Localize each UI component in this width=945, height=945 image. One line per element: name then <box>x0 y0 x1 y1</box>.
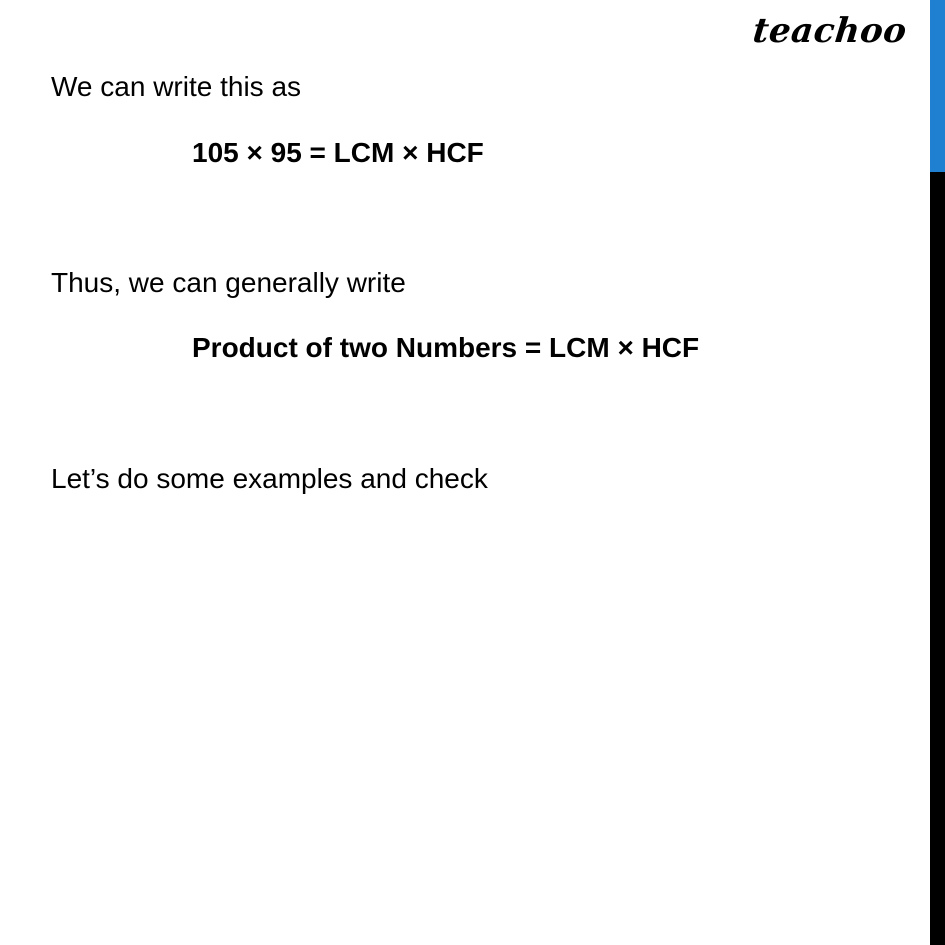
intro-text: We can write this as <box>51 71 302 102</box>
teachoo-logo: teachoo <box>751 11 910 51</box>
side-bar-accent <box>930 0 945 172</box>
closing-text: Let’s do some examples and check <box>51 463 488 494</box>
specific-formula: 105 × 95 = LCM × HCF <box>192 137 484 168</box>
general-formula: Product of two Numbers = LCM × HCF <box>192 332 700 363</box>
generalization-text: Thus, we can generally write <box>51 267 406 298</box>
page-side-bar <box>930 0 945 945</box>
